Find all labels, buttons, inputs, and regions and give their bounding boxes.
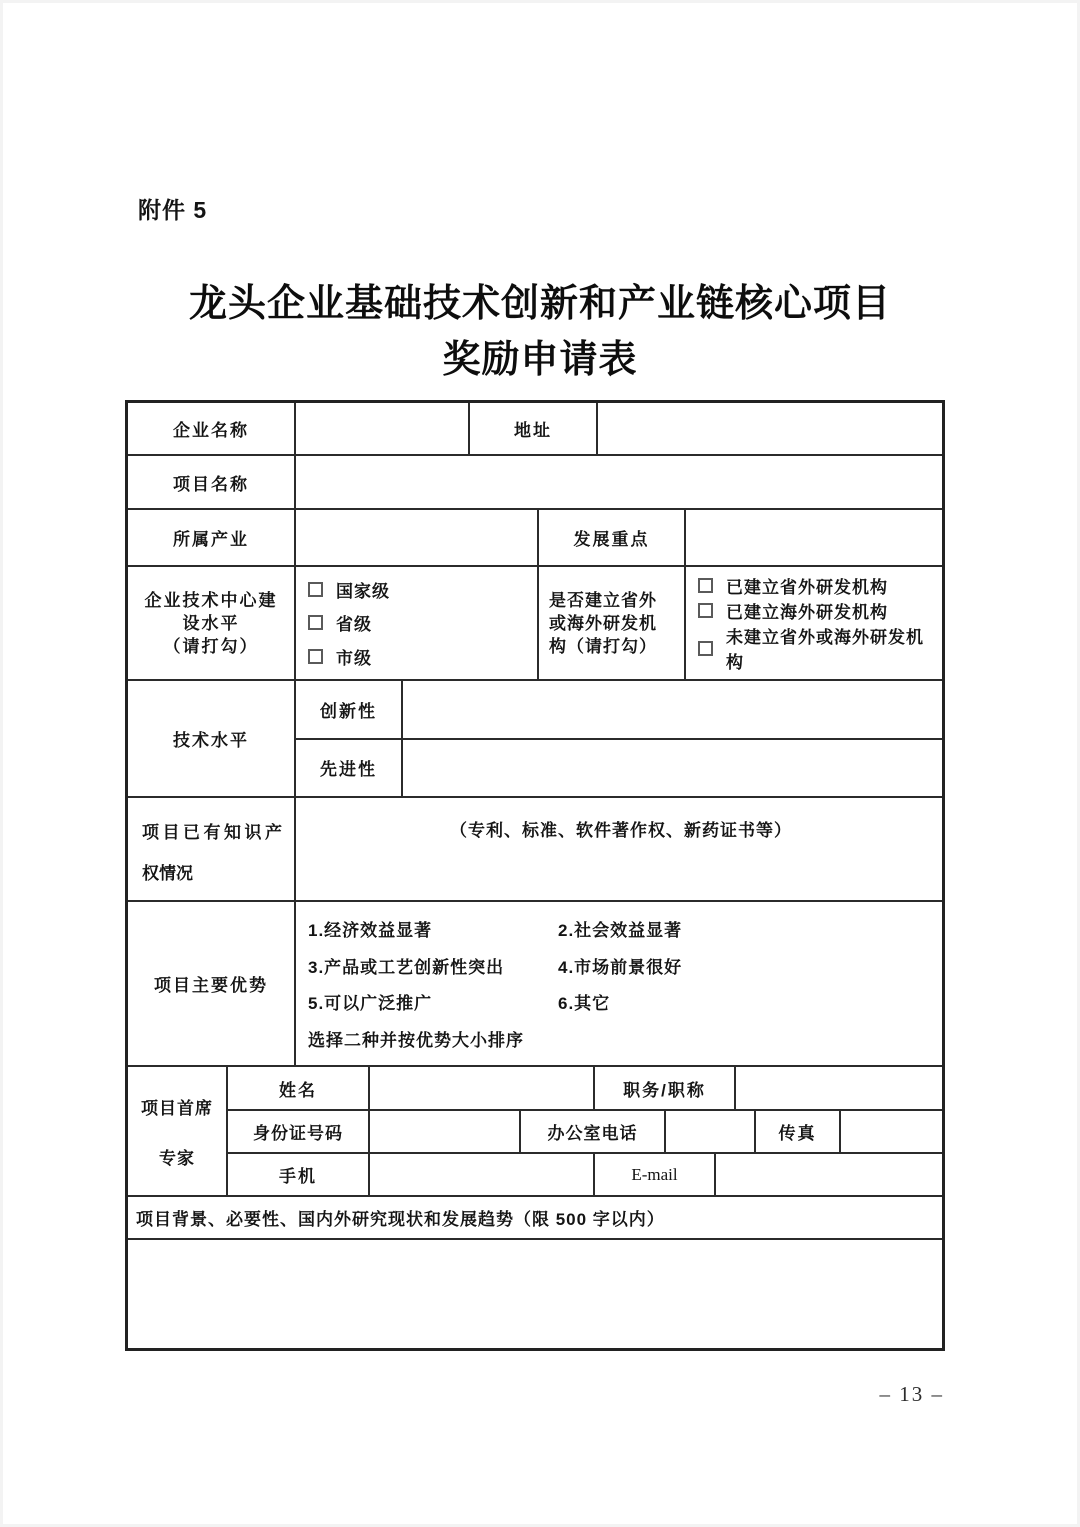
checkbox-overseas2-icon[interactable] bbox=[698, 603, 713, 618]
form-title-line1: 龙头企业基础技术创新和产业链核心项目 bbox=[188, 283, 891, 325]
chief-expert-label-line1: 项目首席 bbox=[141, 1098, 213, 1118]
row-advantages bbox=[128, 900, 942, 1065]
overseas-rd-label-line1: 是否建立省外 bbox=[549, 590, 657, 610]
company-name-field[interactable] bbox=[294, 403, 468, 454]
expert-name-field[interactable] bbox=[368, 1067, 593, 1109]
chief-expert-label-line2: 专家 bbox=[159, 1148, 195, 1168]
checkbox-overseas1-icon[interactable] bbox=[698, 578, 713, 593]
advantage-3[interactable]: 3.产品或工艺创新性突出 bbox=[308, 957, 505, 977]
expert-email-label: E-mail bbox=[593, 1154, 714, 1195]
advantage-1[interactable]: 1.经济效益显著 bbox=[308, 920, 433, 940]
background-label: 项目背景、必要性、国内外研究现状和发展趋势（限 500 字以内） bbox=[136, 1210, 665, 1229]
background-field[interactable] bbox=[128, 1240, 942, 1348]
advantage-4[interactable]: 4.市场前景很好 bbox=[558, 957, 683, 977]
advantages-options bbox=[294, 902, 942, 1065]
advantage-2[interactable]: 2.社会效益显著 bbox=[558, 920, 683, 940]
overseas-option-3-label: 未建立省外或海外研发机构 bbox=[726, 628, 924, 672]
industry-label: 所属产业 bbox=[173, 530, 249, 549]
page-number: – 13 – bbox=[879, 1382, 944, 1406]
row-tech-center bbox=[128, 565, 942, 679]
expert-title-label: 职务/职称 bbox=[593, 1067, 734, 1109]
advantages-note: 选择二种并按优势大小排序 bbox=[308, 1031, 524, 1051]
row-tech-level bbox=[128, 679, 942, 796]
address-field[interactable] bbox=[596, 403, 942, 454]
ip-label bbox=[128, 798, 294, 900]
level-option-national[interactable] bbox=[308, 577, 390, 602]
form-title-line2: 奖励申请表 bbox=[442, 339, 638, 381]
company-name-label: 企业名称 bbox=[173, 421, 249, 440]
level-option-province-label: 省级 bbox=[336, 615, 372, 635]
focus-label: 发展重点 bbox=[537, 510, 684, 565]
overseas-rd-label bbox=[537, 567, 684, 679]
focus-field[interactable] bbox=[684, 510, 942, 565]
application-form-table bbox=[125, 400, 945, 1351]
project-name-label: 项目名称 bbox=[173, 474, 249, 494]
ip-note-text: （专利、标准、软件著作权、新药证书等） bbox=[450, 821, 792, 840]
expert-office-phone-label: 办公室电话 bbox=[519, 1111, 664, 1152]
level-option-city[interactable] bbox=[308, 644, 372, 669]
tech-center-label-line2: 设水平 bbox=[182, 613, 240, 633]
overseas-option-1-label: 已建立省外研发机构 bbox=[726, 578, 888, 597]
industry-field[interactable] bbox=[294, 510, 537, 565]
innovation-field[interactable] bbox=[401, 681, 942, 738]
advantage-5[interactable]: 5.可以广泛推广 bbox=[308, 994, 433, 1014]
tech-center-label-line3: （请打勾） bbox=[163, 636, 259, 656]
level-option-national-label: 国家级 bbox=[336, 582, 390, 602]
advancement-field[interactable] bbox=[401, 740, 942, 797]
overseas-option-none[interactable] bbox=[698, 623, 934, 673]
overseas-rd-options bbox=[684, 567, 942, 679]
level-option-province[interactable] bbox=[308, 610, 372, 635]
tech-center-label-line1: 企业技术中心建 bbox=[144, 590, 278, 610]
tech-center-level-options bbox=[294, 567, 537, 679]
ip-label-line1: 项目已有知识产 bbox=[142, 823, 282, 842]
advantages-line3 bbox=[308, 989, 934, 1014]
row-background-body bbox=[128, 1238, 942, 1348]
tech-level-subrows bbox=[294, 681, 942, 796]
expert-title-field[interactable] bbox=[734, 1067, 942, 1109]
expert-id-subrow bbox=[226, 1109, 942, 1152]
expert-fax-label: 传真 bbox=[754, 1111, 839, 1152]
tech-level-label: 技术水平 bbox=[173, 731, 249, 750]
expert-mobile-field[interactable] bbox=[368, 1154, 593, 1195]
attachment-label: 附件 5 bbox=[138, 197, 208, 223]
expert-fax-field[interactable] bbox=[839, 1111, 942, 1152]
advantage-6[interactable]: 6.其它 bbox=[558, 994, 611, 1014]
row-ip bbox=[128, 796, 942, 900]
chief-expert-subrows bbox=[226, 1067, 942, 1195]
address-label: 地址 bbox=[468, 403, 596, 454]
expert-name-subrow bbox=[226, 1067, 942, 1109]
level-option-city-label: 市级 bbox=[336, 648, 372, 668]
expert-id-label: 身份证号码 bbox=[226, 1111, 368, 1152]
checkbox-national-icon[interactable] bbox=[308, 582, 323, 597]
overseas-rd-label-line3: 构（请打勾） bbox=[549, 636, 657, 656]
form-title bbox=[0, 276, 1080, 388]
overseas-rd-label-line2: 或海外研发机 bbox=[549, 613, 657, 633]
row-industry bbox=[128, 508, 942, 565]
expert-mobile-subrow bbox=[226, 1152, 942, 1195]
expert-mobile-label: 手机 bbox=[226, 1154, 368, 1195]
innovation-label: 创新性 bbox=[294, 681, 401, 738]
project-name-field[interactable] bbox=[294, 456, 942, 508]
tech-center-label bbox=[128, 567, 294, 679]
expert-id-field[interactable] bbox=[368, 1111, 519, 1152]
ip-label-line2: 权情况 bbox=[142, 864, 193, 883]
row-project bbox=[128, 454, 942, 508]
innovation-subrow bbox=[294, 681, 942, 738]
overseas-option-province-built[interactable] bbox=[698, 573, 888, 598]
expert-email-field[interactable] bbox=[714, 1154, 942, 1195]
row-chief-expert bbox=[128, 1065, 942, 1195]
checkbox-province-icon[interactable] bbox=[308, 615, 323, 630]
chief-expert-label bbox=[128, 1067, 226, 1195]
advantages-line2 bbox=[308, 953, 934, 978]
advantages-label: 项目主要优势 bbox=[154, 976, 268, 995]
checkbox-city-icon[interactable] bbox=[308, 649, 323, 664]
expert-office-phone-field[interactable] bbox=[664, 1111, 754, 1152]
row-company bbox=[128, 403, 942, 454]
advantages-line1 bbox=[308, 916, 934, 941]
overseas-option-abroad-built[interactable] bbox=[698, 598, 888, 623]
advancement-subrow bbox=[294, 738, 942, 797]
expert-name-label: 姓名 bbox=[226, 1067, 368, 1109]
overseas-option-2-label: 已建立海外研发机构 bbox=[726, 603, 888, 622]
advancement-label: 先进性 bbox=[294, 740, 401, 797]
checkbox-overseas3-icon[interactable] bbox=[698, 641, 713, 656]
row-background-header bbox=[128, 1195, 942, 1238]
ip-field[interactable] bbox=[294, 798, 942, 900]
